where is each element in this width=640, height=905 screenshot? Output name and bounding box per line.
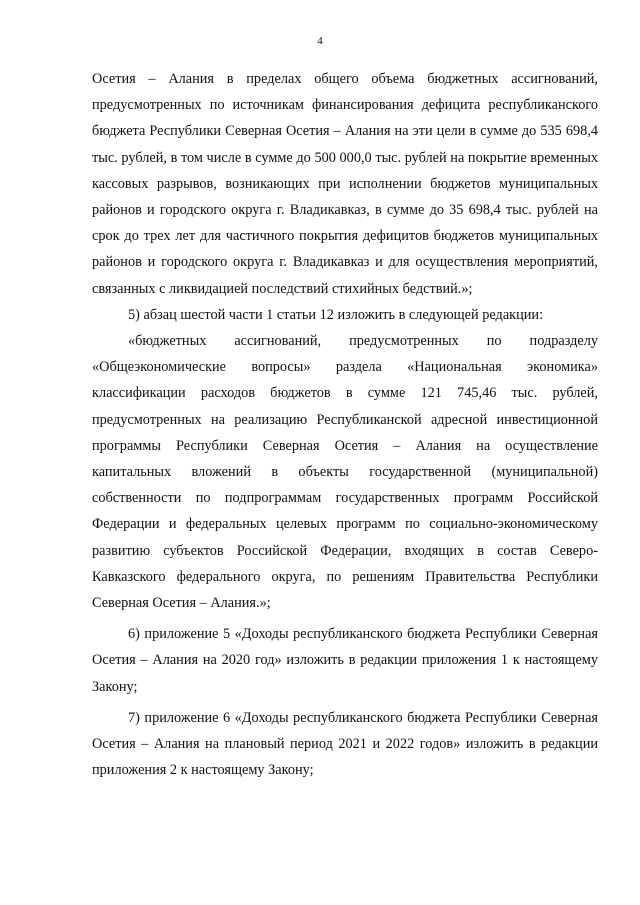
document-body (92, 66, 598, 783)
paragraph-continuation: Осетия – Алания в пределах общего объема бюджетных ассигнований, предусмотренных по источникам финансирования дефицита республиканского бюджета Республики Северная Осетия – Алания на эти цели в сумме до 535 698,4 тыс. рублей, в том числе в сумме до 500 000,0 тыс. рублей на покрытие временных кассовых разрывов, возникающих при исполнении бюджетов муниципальных районов и городского округа г. Владикавказ, в сумме до 35 698,4 тыс. рублей на срок до трех лет для частичного покрытия дефицитов бюджетов муниципальных районов и городского округа г. Владикавказ и для осуществления мероприятий, связанных с ликвидацией последствий стихийных бедствий.»; (92, 71, 598, 297)
paragraph-item-5: 5) абзац шестой части 1 статьи 12 изложить в следующей редакции: (128, 306, 544, 323)
paragraph-quoted-amendment: «бюджетных ассигнований, предусмотренных по подразделу «Общеэкономические вопросы» раздела «Национальная экономика» классификации расходов бюджетов в сумме 121 745,46 тыс. рублей, предусмотренных на реализацию Республиканской адресной инвестиционной программы Республики Северная Осетия – Алания на осуществление капитальных вложений в объекты государственной (муниципальной) собственности по подпрограммам государственных программ Российской Федерации и федеральных целевых программ по социально-экономическому развитию субъектов Российской Федерации, входящих в состав Северо-Кавказского федерального округа, по решениям Правительства Республики Северная Осетия – Алания.»; (92, 333, 598, 612)
paragraph-item-6: 6) приложение 5 «Доходы республиканского бюджета Республики Северная Осетия – Алания на 2020 год» изложить в редакции приложения 1 к настоящему Закону; (92, 626, 598, 695)
paragraph-item-7: 7) приложение 6 «Доходы республиканского бюджета Республики Северная Осетия – Алания на плановый период 2021 и 2022 годов» изложить в редакции приложения 2 к настоящему Закону; (92, 709, 598, 779)
page-number: 4 (317, 35, 323, 47)
